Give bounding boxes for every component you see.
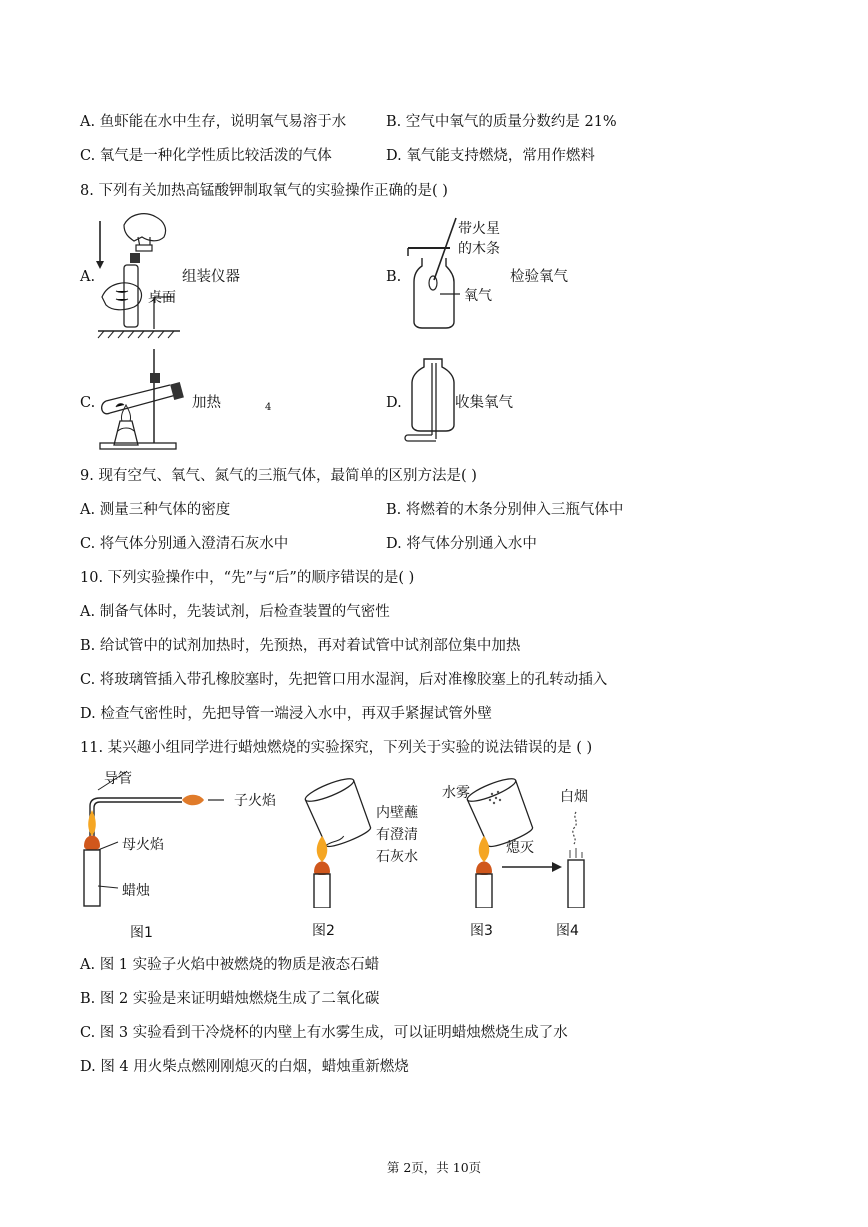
q11-fig1-label-tube: 导管	[104, 771, 132, 787]
q11-option-c: C. 图 3 实验看到干冷烧杯的内壁上有水雾生成，可以证明蜡烛燃烧生成了水	[80, 1025, 568, 1041]
q11-fig1-label-mother-flame: 母火焰	[122, 837, 164, 853]
q10-stem: 10. 下列实验操作中，“先”与“后”的顺序错误的是( )	[80, 570, 415, 586]
q8-d-figure	[400, 355, 460, 445]
q11-fig1-label-child-flame: 子火焰	[234, 793, 276, 809]
q11-stem: 11. 某兴趣小组同学进行蜡烛燃烧的实验探究，下列关于实验的说法错误的是 ( )	[80, 740, 593, 756]
q7-option-b: B. 空气中氧气的质量分数约是 21%	[386, 114, 617, 130]
q8-option-c-text: 加热	[192, 395, 221, 411]
q8-b-figure	[400, 210, 510, 332]
q11-fig2-label-1: 内壁蘸	[376, 805, 418, 821]
q8-stem: 8. 下列有关加热高锰酸钾制取氧气的实验操作正确的是( )	[80, 183, 448, 199]
q11-fig3-label-mist: 水雾	[442, 785, 470, 801]
q9-option-d: D. 将气体分别通入水中	[386, 536, 537, 552]
q8-option-b-letter: B.	[386, 269, 402, 285]
q8-option-c-letter: C.	[80, 395, 96, 411]
q8-a-figure	[94, 207, 184, 339]
q11-fig4-label-smoke: 白烟	[560, 789, 588, 805]
q8-b-fig-label-2: 的木条	[458, 241, 500, 257]
q11-fig2-label-3: 石灰水	[376, 849, 418, 865]
q11-figure-1	[78, 766, 278, 944]
q7-option-c: C. 氧气是一种化学性质比较活泼的气体	[80, 148, 332, 164]
q11-arrow-label: 熄灭	[506, 840, 534, 856]
q8-b-fig-label-3: 氧气	[464, 288, 492, 304]
q11-fig2-caption: 图2	[312, 923, 335, 939]
q7-option-d: D. 氧气能支持燃烧，常用作燃料	[386, 148, 595, 164]
q10-option-d: D. 检查气密性时，先把导管一端浸入水中，再双手紧握试管外壁	[80, 706, 492, 722]
q11-fig4-caption: 图4	[556, 923, 579, 939]
q8-option-d-text: 收集氧气	[455, 395, 513, 411]
q8-option-b-text: 检验氧气	[510, 269, 568, 285]
q11-option-d: D. 图 4 用火柴点燃刚刚熄灭的白烟，蜡烛重新燃烧	[80, 1059, 409, 1075]
q11-fig3-caption: 图3	[470, 923, 493, 939]
q11-fig2-label-2: 有澄清	[376, 827, 418, 843]
q7-option-a: A. 鱼虾能在水中生存，说明氧气易溶于水	[80, 114, 347, 130]
q10-option-c: C. 将玻璃管插入带孔橡胶塞时，先把管口用水湿润，后对准橡胶塞上的孔转动插入	[80, 672, 608, 688]
q9-option-a: A. 测量三种气体的密度	[80, 502, 231, 518]
q11-option-b: B. 图 2 实验是来证明蜡烛燃烧生成了二氧化碳	[80, 991, 380, 1007]
q8-a-fig-label-desk: 桌面	[148, 290, 176, 306]
q11-fig1-label-candle: 蜡烛	[122, 883, 150, 899]
q8-option-d-letter: D.	[386, 395, 402, 411]
q8-option-a-letter: A.	[80, 269, 96, 285]
q10-option-b: B. 给试管中的试剂加热时，先预热，再对着试管中试剂部位集中加热	[80, 638, 521, 654]
q9-stem: 9. 现有空气、氧气、氮气的三瓶气体，最简单的区别方法是( )	[80, 468, 477, 484]
page-footer: 第 2页，共 10页	[386, 1160, 482, 1175]
q11-arrow	[500, 860, 562, 874]
q8-c-figure	[92, 345, 192, 453]
q10-option-a: A. 制备气体时，先装试剂，后检查装置的气密性	[80, 604, 390, 620]
q9-option-c: C. 将气体分别通入澄清石灰水中	[80, 536, 289, 552]
q8-b-fig-label-1: 带火星	[458, 221, 500, 237]
q11-fig1-caption: 图1	[130, 925, 153, 941]
q11-figure-2	[300, 776, 418, 939]
q11-figure-4	[556, 789, 596, 939]
q8-option-a-text: 组装仪器	[182, 269, 240, 285]
q11-option-a: A. 图 1 实验子火焰中被燃烧的物质是液态石蜡	[80, 957, 380, 973]
q9-option-b: B. 将燃着的木条分别伸入三瓶气体中	[386, 502, 624, 518]
q8-stray-mark: 4	[265, 402, 272, 413]
